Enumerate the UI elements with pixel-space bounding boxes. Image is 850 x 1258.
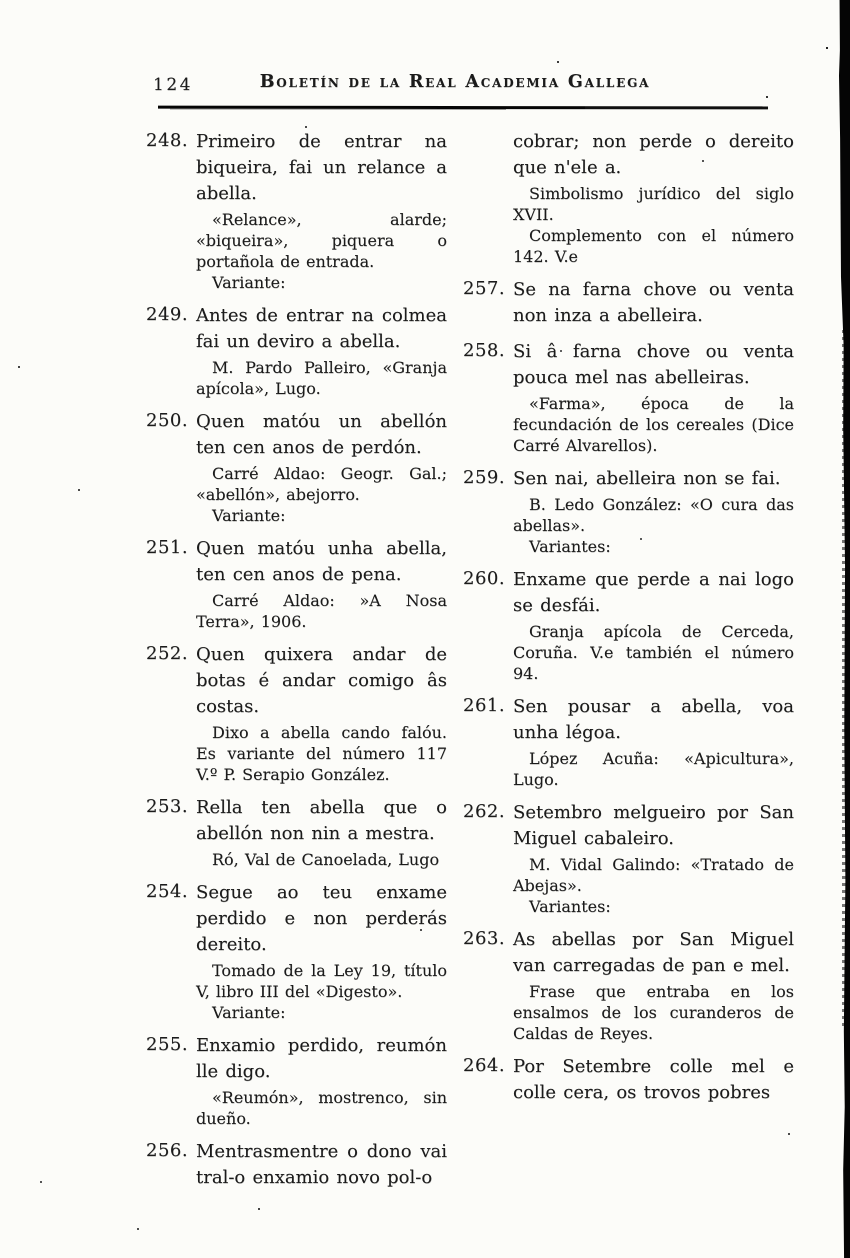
proverb-entry-258 xyxy=(463,339,794,456)
proverb-text: Si â farna chove ou venta pouca mel nas abelleiras. xyxy=(513,341,794,388)
proverb-text: cobrar; non perde o dereito que n'ele a. xyxy=(513,131,794,178)
proverb-entry-264 xyxy=(463,1054,794,1106)
proverb-text: Antes de entrar na colmea fai un deviro a abella. xyxy=(196,305,447,352)
entry-note: Carré Aldao: »A Nosa Terra», 1906. xyxy=(196,591,447,631)
entry-note: Simbolismo jurídico del siglo XVII. xyxy=(513,184,794,224)
entry-body xyxy=(196,129,447,293)
entry-note: Carré Aldao: Geogr. Gal.; «abellón», abejorro. xyxy=(196,464,447,504)
entry-number: 262. xyxy=(463,801,506,822)
entry-number: 250. xyxy=(146,410,189,431)
entry-body xyxy=(513,1054,794,1106)
entry-note: Ró, Val de Canoelada, Lugo xyxy=(212,850,440,869)
proverb-entry-256-continuation xyxy=(463,129,794,267)
proverb-entry-262 xyxy=(463,800,794,917)
proverb-text: Enxamio perdido, reumón lle digo. xyxy=(196,1035,447,1082)
entry-note: Complemento con el número 142. V.e xyxy=(513,226,794,266)
proverb-text: Mentrasmentre o dono vai tral-o enxamio novo pol-o xyxy=(196,1141,447,1188)
entry-note: Variantes: xyxy=(529,897,611,916)
entry-number: 263. xyxy=(463,928,506,949)
entry-number: 264. xyxy=(463,1055,506,1076)
entry-body xyxy=(513,800,794,917)
entry-note: Variante: xyxy=(212,506,286,525)
proverb-text: Primeiro de entrar na biqueira, fai un relance a abella. xyxy=(196,131,447,204)
entry-note: Tomado de la Ley 19, título V, libro III del «Digesto». xyxy=(196,961,447,1001)
proverb-entry-252 xyxy=(146,642,447,785)
entry-body xyxy=(196,409,447,526)
entry-body xyxy=(196,303,447,399)
entry-note: M. Vidal Galindo: «Tratado de Abejas». xyxy=(513,855,794,895)
entry-body xyxy=(196,536,447,632)
page-number: 124 xyxy=(153,75,193,95)
proverb-text: Se na farna chove ou venta non inza a abelleira. xyxy=(513,279,794,326)
entry-body xyxy=(513,277,794,329)
proverb-text: As abellas por San Miguel van carregadas de pan e mel. xyxy=(513,929,794,976)
scan-noise xyxy=(0,0,2,2)
proverb-text: Quen matóu un abellón ten cen anos de perdón. xyxy=(196,411,447,458)
proverb-entry-263 xyxy=(463,927,794,1044)
entry-number: 253. xyxy=(146,796,189,817)
entry-note: Variante: xyxy=(212,1003,286,1022)
proverb-text: Sen pousar a abella, voa unha légoa. xyxy=(513,696,794,743)
proverb-entry-255 xyxy=(146,1033,447,1129)
entry-note: «Relance», alarde; «biqueira», piquera o portañola de entrada. xyxy=(196,210,447,271)
entry-body xyxy=(513,466,794,557)
entry-number: 258. xyxy=(463,340,506,361)
proverb-text: Sen nai, abelleira non se fai. xyxy=(513,468,781,489)
entry-number: 254. xyxy=(146,881,189,902)
proverb-entry-254 xyxy=(146,880,447,1023)
entry-note: Dixo a abella cando falóu. Es variante del número 117 V.º P. Serapio González. xyxy=(196,723,447,784)
entry-note: M. Pardo Palleiro, «Granja apícola», Lugo. xyxy=(196,358,447,398)
proverb-text: Setembro melgueiro por San Miguel cabaleiro. xyxy=(513,802,794,849)
entry-number: 248. xyxy=(146,130,189,151)
proverb-entry-253 xyxy=(146,795,447,870)
entry-note: López Acuña: «Apicultura», Lugo. xyxy=(513,749,794,789)
entry-body xyxy=(513,694,794,790)
entry-body xyxy=(196,642,447,785)
journal-title: Boletín de la Real Academia Gallega xyxy=(259,72,651,92)
entry-note: Granja apícola de Cerceda, Coruña. V.e también el número 94. xyxy=(513,622,794,683)
entry-body xyxy=(196,795,447,870)
left-column xyxy=(146,129,447,1201)
entry-number: 259. xyxy=(463,467,506,488)
proverb-entry-256 xyxy=(146,1139,447,1191)
entry-note: Variante: xyxy=(212,273,286,292)
entry-number: 249. xyxy=(146,304,189,325)
proverb-entry-251 xyxy=(146,536,447,632)
entry-number: 251. xyxy=(146,537,189,558)
entry-note: «Farma», época de la fecundación de los cereales (Dice Carré Alvarellos). xyxy=(513,394,794,455)
proverb-entry-250 xyxy=(146,409,447,526)
entry-note: «Reumón», mostrenco, sin dueño. xyxy=(196,1088,447,1128)
proverb-entry-257 xyxy=(463,277,794,329)
entry-number: 260. xyxy=(463,568,506,589)
proverb-text: Segue ao teu enxame perdido e non perderás dereito. xyxy=(196,882,447,955)
entry-body xyxy=(513,927,794,1044)
header-rule xyxy=(158,106,768,110)
proverb-entry-249 xyxy=(146,303,447,399)
proverb-entry-260 xyxy=(463,567,794,684)
proverb-text: Enxame que perde a nai logo se desfái. xyxy=(513,569,794,616)
entry-body xyxy=(513,129,794,267)
entry-note: B. Ledo González: «O cura das abellas». xyxy=(513,495,794,535)
entry-number: 257. xyxy=(463,278,506,299)
entry-body xyxy=(513,567,794,684)
proverb-entry-261 xyxy=(463,694,794,790)
proverb-text: Quen matóu unha abella, ten cen anos de pena. xyxy=(196,538,447,585)
proverb-text: Quen quixera andar de botas é andar comigo âs costas. xyxy=(196,644,447,717)
entry-note: Variantes: xyxy=(529,537,611,556)
entry-number: 252. xyxy=(146,643,189,664)
entry-body xyxy=(196,880,447,1023)
proverb-text: Rella ten abella que o abellón non nin a mestra. xyxy=(196,797,447,844)
entry-body xyxy=(196,1033,447,1129)
entry-number: 255. xyxy=(146,1034,189,1055)
entry-note: Frase que entraba en los ensalmos de los curanderos de Caldas de Reyes. xyxy=(513,982,794,1043)
entry-body xyxy=(196,1139,447,1191)
entry-number-empty xyxy=(463,129,513,267)
proverb-entry-248 xyxy=(146,129,447,293)
proverb-entry-259 xyxy=(463,466,794,557)
right-column xyxy=(463,129,794,1116)
entry-body xyxy=(513,339,794,456)
proverb-text: Por Setembre colle mel e colle cera, os trovos pobres xyxy=(513,1056,794,1103)
entry-number: 256. xyxy=(146,1140,189,1161)
entry-number: 261. xyxy=(463,695,506,716)
